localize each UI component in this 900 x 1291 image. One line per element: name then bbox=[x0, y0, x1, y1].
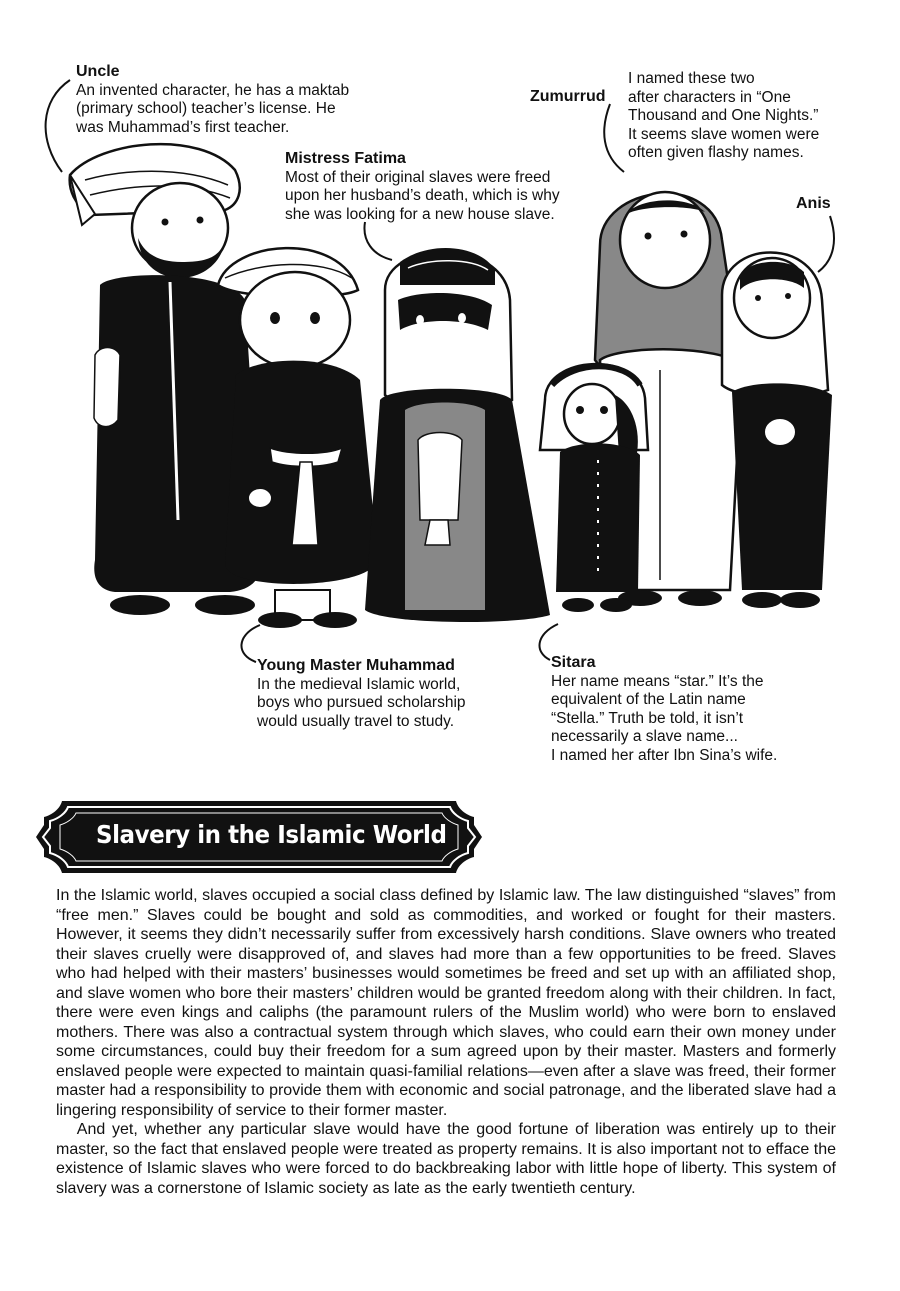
paragraph-1: In the Islamic world, slaves occupied a social class defined by Islamic law. The law distinguished “slaves” from “free men.” Slaves could be bought and sold as commodities, and worked or fought for their masters. However, it seems they didn’t necessarily suffer from excessively harsh conditions. Slave owners who treated their slaves cruelly were disapproved of, and slaves had more than a few opportunities to be freed. Slaves who had helped with their masters’ businesses would sometimes be freed and set up with an affiliated shop, and slave women who bore their masters’ children would be granted freedom along with their children. In fact, there were even kings and caliphs (the paramount rulers of the Muslim world) who were born to enslaved mothers. There was also a contractual system through which slaves, who could earn their own money under some circumstances, could buy their freedom for a sum agreed upon by their master. Masters and formerly enslaved people were expected to maintain quasi-familial relations—even after a slave was freed, their former master had a responsibility to provide them with economic and social patronage, and the liberated slave had a lingering responsibility of service to their former master. bbox=[56, 887, 836, 1119]
sitara-caption bbox=[551, 654, 777, 765]
fatima-leader-line bbox=[364, 222, 392, 260]
sitara-name: Sitara bbox=[551, 654, 596, 671]
zumurrud-description: I named these two after characters in “One Thousand and One Nights.” It seems slave women were often given flashy names. bbox=[628, 70, 820, 161]
uncle-leader-line bbox=[46, 80, 70, 172]
body-text bbox=[56, 886, 836, 1198]
paragraph-2: And yet, whether any particular slave would have the good fortune of liberation was entirely up to their master, so the fact that enslaved people were treated as property remains. It is also important not to efface the existence of Islamic slaves who were forced to do backbreaking labor with little hope of liberty. This system of slavery was a cornerstone of Islamic society as late as the early twentieth century. bbox=[56, 1121, 836, 1197]
anis-name: Anis bbox=[796, 195, 831, 212]
fatima-description: Most of their original slaves were freed upon her husband’s death, which is why she was looking for a new house slave. bbox=[285, 168, 560, 223]
zumurrud-name: Zumurrud bbox=[530, 88, 606, 105]
muhammad-description: In the medieval Islamic world, boys who pursued scholarship would usually travel to study. bbox=[257, 675, 466, 730]
uncle-caption bbox=[76, 63, 349, 137]
muhammad-name: Young Master Muhammad bbox=[257, 657, 455, 674]
anis-figure bbox=[722, 253, 832, 609]
anis-leader-line bbox=[818, 216, 834, 272]
fatima-name: Mistress Fatima bbox=[285, 150, 406, 167]
section-title: Slavery in the Islamic World bbox=[96, 820, 447, 849]
muhammad-caption bbox=[257, 657, 466, 731]
fatima-caption bbox=[285, 150, 560, 224]
young-master-muhammad-figure bbox=[218, 248, 378, 628]
zumurrud-leader-line bbox=[604, 104, 624, 172]
uncle-description: An invented character, he has a maktab (primary school) teacher’s license. He was Muhammad’s first teacher. bbox=[76, 81, 350, 136]
sitara-description: Her name means “star.” It’s the equivalent of the Latin name “Stella.” Truth be told, it isn’t necessarily a slave name... I named her after Ibn Sina’s wife. bbox=[551, 672, 778, 764]
mistress-fatima-figure bbox=[365, 248, 550, 622]
sitara-figure bbox=[540, 364, 648, 612]
uncle-name: Uncle bbox=[76, 63, 120, 80]
